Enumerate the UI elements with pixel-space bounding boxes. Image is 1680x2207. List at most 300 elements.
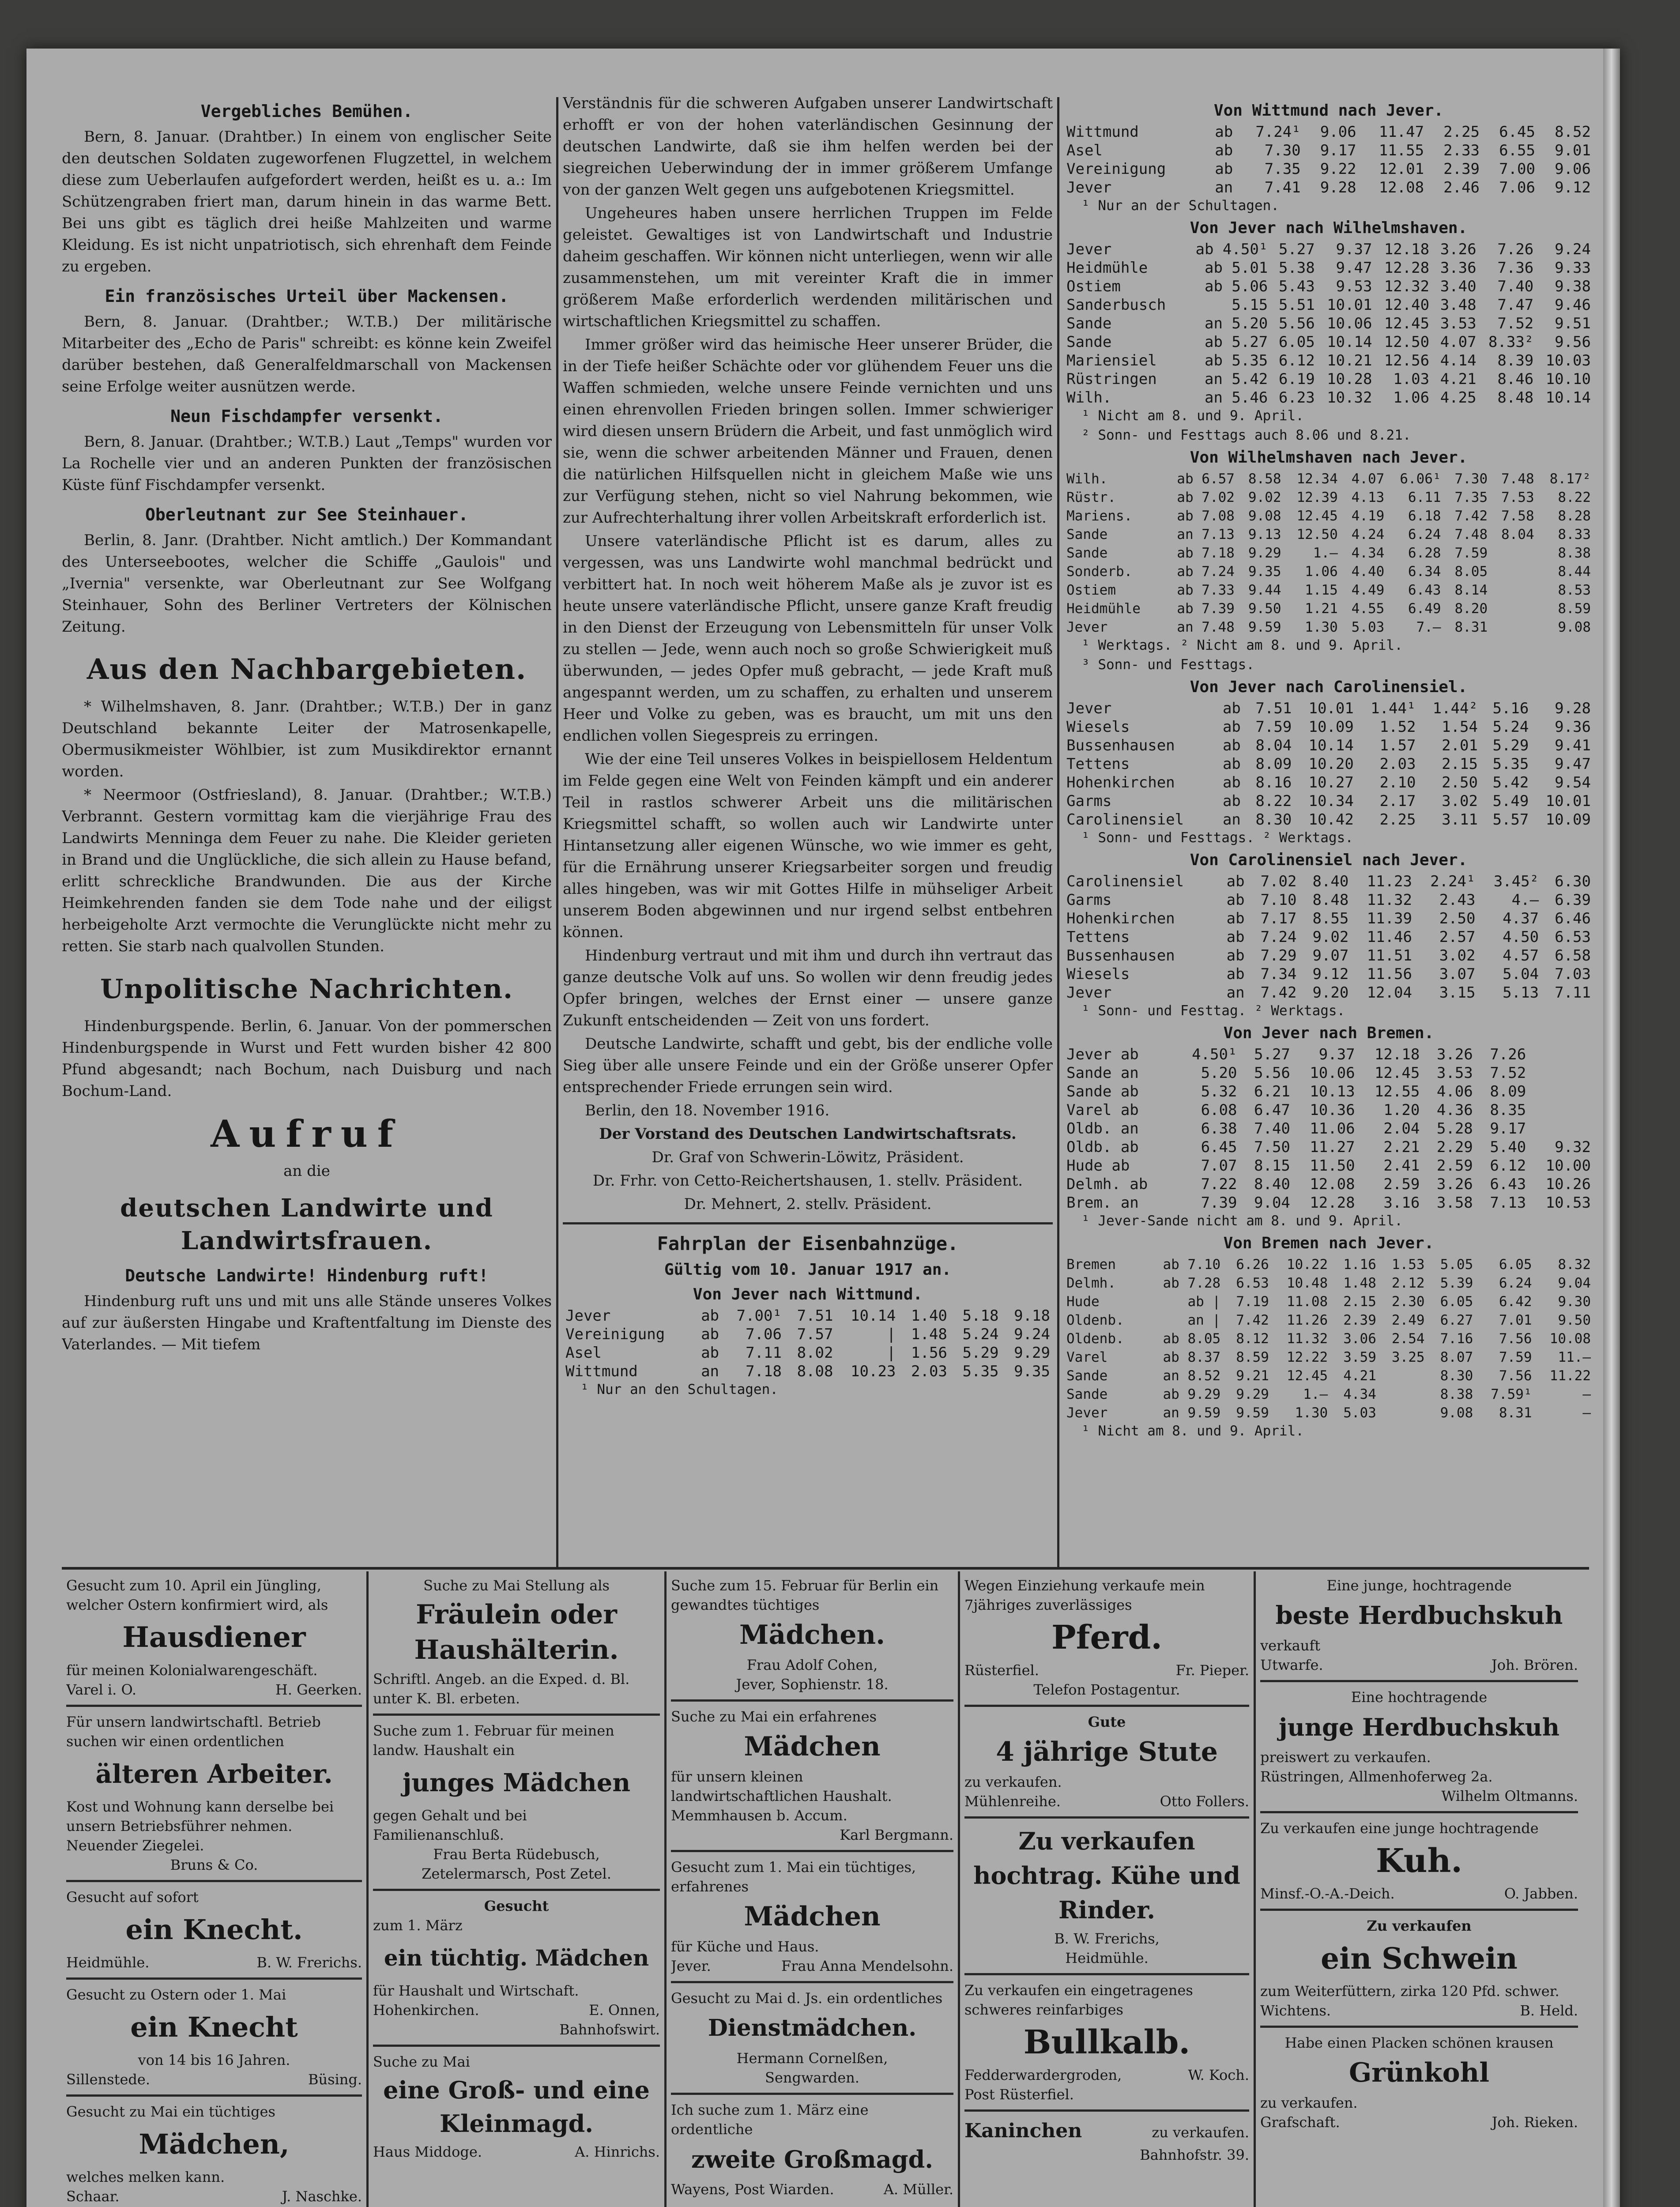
classified-ad [1260,2033,1578,2132]
departure-time: 9.21 [1236,1368,1269,1384]
station-name: Asel [1066,142,1103,159]
departure-time: 9.24 [1014,1326,1050,1343]
departure-time: an 8.52 [1163,1368,1221,1384]
timetable-row [1064,351,1593,370]
departure-time: an 7.48 [1177,619,1235,635]
departure-time [1490,581,1537,599]
ad-place: Grafschaft. [1260,2114,1340,2131]
departure-time: 8.55 [1312,910,1349,927]
classified-ad [1260,1916,1578,2020]
departure-time: 1.30 [1305,619,1338,635]
timetable-row [1064,1329,1593,1348]
ad-place: Heidmühle. [66,1954,150,1971]
timetable [563,1307,1053,1381]
departure-time: 9.13 [1248,527,1281,542]
departure-time: 9.12 [1555,179,1591,196]
ad-headline: beste Herdbuchskuh [1275,1601,1563,1630]
departure-time: 6.34 [1408,564,1441,580]
ad-headline: Mädchen [744,1901,881,1932]
station-name: Bussenhausen [1066,947,1175,964]
departure-time: 5.15 [1232,296,1268,314]
departure-time: 10.09 [1545,811,1591,829]
departure-time: 1.48 [911,1326,947,1343]
departure-time: 5.04 [1503,965,1539,983]
departure-time: 6.08 [1201,1101,1237,1119]
departure-time: 9.18 [1014,1307,1050,1325]
departure-time: ab [701,1344,719,1362]
departure-time: ab 7.10 [1163,1257,1221,1273]
departure-time: 2.25 [1443,123,1480,141]
departure-time: 11.46 [1367,928,1412,946]
departure-time: 7.35 [1264,160,1301,178]
departure-time: 5.42 [1492,774,1529,791]
route-title: Von Jever nach Wilhelmshaven. [1190,219,1468,237]
station-name: Wilh. [1066,471,1108,487]
departure-time: ab [1215,160,1233,178]
timetable-row [1064,160,1593,178]
timetable-row [1064,810,1593,829]
departure-time: 4.34 [1351,545,1385,561]
departure-time: 7.30 [1454,471,1488,487]
departure-time: 12.45 [1374,1064,1420,1082]
ad-headline: Hausdiener [122,1621,306,1654]
departure-time: 10.36 [1310,1101,1355,1119]
departure-time: 8.20 [1454,601,1488,617]
timetable-row [1064,488,1593,507]
departure-time: 7.06 [746,1326,782,1343]
station-name: Sanderbusch [1066,296,1166,314]
departure-time: 5.56 [1278,315,1315,332]
timetable-row [1064,1194,1593,1212]
departure-time: 9.35 [1248,564,1281,580]
ad-rule [664,1571,667,2207]
ad-signature: Karl Bergmann. [840,1827,953,1843]
station-name: Tettens [1066,928,1130,946]
departure-time: ab 7.39 [1177,601,1235,617]
departure-time: 8.33² [1488,333,1534,351]
departure-time: 11.55 [1379,142,1424,159]
departure-time: an [701,1363,719,1380]
ad-place: Minsf.-O.-A.-Deich. [1260,1885,1395,1902]
departure-time: 10.10 [1545,370,1591,388]
ad-text: Für unsern landwirtschaftl. Betrieb suchen wir einen ordentlichen [66,1714,321,1750]
article-text: Hindenburg vertraut und mit ihm und durch ihn vertraut das ganze deutsche Volk auf uns. So wollen wir denn freudig jedes Opfer bringen, welches der Ernst einer — unsere ganze Zukunft entscheidenden — Zeit von uns fordert. [563,947,1053,1029]
ad-signature: H. Geerken. [275,1681,362,1698]
departure-time: 7.22 [1201,1175,1237,1193]
departure-time: ab 5.01 [1204,259,1268,277]
departure-time: 3.45² [1493,873,1539,890]
departure-time: 7.47 [1497,296,1534,314]
timetable-row [1064,141,1593,160]
station-name: Sande [1066,1368,1108,1384]
departure-time: 5.03 [1343,1405,1376,1421]
departure-time: 2.21 [1383,1138,1420,1156]
date-line: Berlin, den 18. November 1916. [585,1102,830,1119]
classified-ad [373,1721,660,1883]
timetable [1064,470,1593,636]
departure-time: ab [1222,755,1241,773]
station-name: Brem. an [1066,1194,1139,1212]
timetable-row [1064,507,1593,525]
timetable-row [1064,736,1593,755]
departure-time: 4.— [1511,891,1539,909]
classified-ad [964,1824,1249,1968]
ad-headline: Dienstmädchen. [708,2015,917,2041]
section-title: Aus den Nachbargebieten. [87,653,527,686]
departure-time: 12.01 [1379,160,1424,178]
departure-time: 7.35 [1454,490,1488,505]
departure-time: ab [701,1326,719,1343]
column-rule [556,97,558,1567]
departure-time: 12.56 [1384,352,1430,369]
departure-time [1490,618,1537,636]
departure-time: an 5.42 [1204,370,1268,388]
departure-time: 6.21 [1254,1083,1290,1100]
departure-time: 11.47 [1379,123,1424,141]
ad-place: Mühlenreihe. [964,1793,1061,1810]
departure-time: 9.02 [1248,490,1281,505]
departure-time: 5.27 [1254,1046,1290,1063]
ad-separator [671,1850,953,1852]
ad-headline: junges Mädchen [402,1768,631,1797]
departure-time: 9.06 [1320,123,1356,141]
ad-separator [964,1816,1249,1819]
ad-text: für Haushalt und Wirtschaft. [373,1982,579,1999]
timetable-row [563,1344,1053,1362]
departure-time: 6.18 [1408,508,1441,524]
timetable-row [1064,1274,1593,1292]
ad-text: Zu verkaufen eine junge hochtragende [1260,1820,1539,1837]
timetable-row [1064,755,1593,773]
departure-time: 12.50 [1384,333,1430,351]
departure-time [1490,544,1537,562]
departure-time: 9.51 [1555,315,1591,332]
departure-time: ab [1222,700,1241,717]
departure-time [1379,1367,1428,1385]
departure-time: 8.40 [1254,1175,1290,1193]
station-name: Rüstringen [1066,370,1157,388]
departure-time: 9.06 [1555,160,1591,178]
departure-time: 9.12 [1312,965,1349,983]
ad-headline: Fräulein oder Haushälterin. [414,1599,619,1665]
departure-time: 11.23 [1367,873,1412,890]
station-name: Delmh. [1066,1275,1116,1291]
departure-time: an 5.46 [1204,389,1268,407]
timetable-row [1064,544,1593,562]
station-name: Jever [1066,1405,1108,1421]
ad-text: Gesucht zum 1. Mai ein tüchtiges, erfahrenes [671,1859,916,1895]
departure-time: ab [1226,910,1245,927]
classified-ad [66,2102,362,2206]
column-3 [1064,97,1593,1563]
footnote: ² Sonn- und Festtags auch 8.06 und 8.21. [1081,427,1411,443]
departure-time: 7.34 [1260,965,1297,983]
article-text: Immer größer wird das heimische Heer unserer Brüder, die in der Tiefe heißer Schächte oder vor glühendem Feuer uns die Waffen schmieden, welche unsere Feinde vernichten und uns einen ehrenvollen Frieden bringen sollen. Immer schwieriger wird diesen unsern Brüdern die Arbeit, und fast unmöglich wird sie, wenn die schwer arbeitenden Männer und Frauen, denen die natürlichen Hilfsquellen nicht in gleichem Maße wie uns zur Verfügung stehen, nicht so viel Nahrung bekommen, wie zur Aufrechterhaltung ihrer vollen Arbeitskraft erforderlich ist. [563,336,1053,527]
departure-time: 9.17 [1490,1120,1526,1137]
ad-headline: Mädchen, [139,2128,290,2160]
ad-separator [373,1714,660,1716]
departure-time: ab 4.50¹ [1195,241,1268,258]
timetable-row [1064,1175,1593,1194]
footnote: ¹ Werktags. ² Nicht am 8. und 9. April. [1081,637,1403,653]
departure-time: 1.15 [1305,582,1338,598]
ad-signature: E. Onnen, [589,2002,660,2019]
classified-ad [373,1576,660,1708]
timetable-row [1064,965,1593,983]
station-name: Tettens [1066,755,1130,773]
ad-headline: Grünkohl [1349,2057,1490,2088]
ad-text: welches melken kann. [66,2169,225,2185]
departure-time: 2.24¹ [1430,873,1476,890]
ad-rule [366,1571,369,2207]
departure-time: 2.03 [1379,755,1416,773]
timetable-row [1064,333,1593,351]
departure-time: 5.35 [962,1363,999,1380]
ad-text: Post Rüsterfiel. [964,2086,1074,2103]
station-name: Garms [1066,792,1112,810]
departure-time: 7.57 [797,1326,833,1343]
departure-time: 5.40 [1490,1138,1526,1156]
ad-separator [671,2093,953,2095]
footnote: ¹ Jever-Sande nicht am 8. und 9. April. [1081,1213,1403,1229]
departure-time: 8.53 [1558,582,1591,598]
departure-time: 7.51 [797,1307,833,1325]
footnote: ¹ Nur an den Schultagen. [580,1382,778,1397]
departure-time: 8.52 [1555,123,1591,141]
departure-time: 7.26 [1497,241,1534,258]
ad-signature: Wilhelm Oltmanns. [1441,1788,1578,1804]
timetable [1064,1045,1593,1212]
timetable-row [1064,296,1593,314]
departure-time: 9.56 [1555,333,1591,351]
ad-text: Gute [1088,1714,1126,1730]
departure-time: 9.04 [1558,1275,1591,1291]
timetable-row [1064,1045,1593,1064]
departure-time: 4.06 [1436,1083,1473,1100]
departure-time: 4.37 [1503,910,1539,927]
departure-time: 3.40 [1440,278,1477,295]
departure-time: 6.28 [1408,545,1441,561]
ad-headline: eine Groß- und eine Kleinmagd. [383,2076,650,2138]
departure-time: 6.05 [1499,1257,1532,1273]
ads-column-a [66,1576,362,2207]
ads-divider [62,1567,1589,1570]
departure-time: ab 5.06 [1204,278,1268,295]
departure-time: 10.23 [851,1363,896,1380]
headline: Oberleutnant zur See Steinhauer. [145,505,469,524]
departure-time: an [1215,179,1233,196]
departure-time: 6.43 [1408,582,1441,598]
departure-time: 9.07 [1312,947,1349,964]
timetable-row [1064,1255,1593,1274]
station-name: Oldb. ab [1066,1138,1139,1156]
departure-time: 8.44 [1558,564,1591,580]
station-name: Ostiem [1066,582,1116,598]
ad-text: preiswert zu verkaufen. [1260,1749,1431,1766]
departure-time: 3.36 [1440,259,1477,277]
departure-time: 12.40 [1384,296,1430,314]
ad-signature: Otto Follers. [1160,1793,1249,1810]
departure-time: 9.04 [1254,1194,1290,1212]
departure-time: 10.09 [1308,718,1354,736]
departure-time: 9.37 [1318,1046,1355,1063]
station-name: Oldb. an [1066,1120,1139,1137]
ad-signature: Joh. Rieken. [1492,2114,1578,2131]
departure-time: 7.39 [1201,1194,1237,1212]
departure-time: 6.38 [1201,1120,1237,1137]
timetable-row [1064,470,1593,488]
ad-signature: A. Müller. [883,2181,953,2198]
ad-text: für Küche und Haus. [671,1938,819,1955]
timetable-row [1064,259,1593,277]
ad-signature: B. W. Frerichs, [1054,1930,1160,1947]
departure-time: 2.41 [1383,1157,1420,1175]
timetable-row [1064,983,1593,1002]
departure-time: 3.59 [1343,1349,1376,1365]
ad-headline: Bullkalb. [1023,2023,1190,2061]
timetable-row [1064,891,1593,909]
departure-time: 11.27 [1310,1138,1355,1156]
departure-time: 10.26 [1545,1175,1591,1193]
departure-time: 9.50 [1558,1312,1591,1328]
departure-time: 1.48 [1343,1275,1376,1291]
departure-time: 8.31 [1454,619,1488,635]
timetable-row [563,1362,1053,1381]
departure-time: 9.35 [1014,1363,1050,1380]
article-text: * Neermoor (Ostfriesland), 8. Januar. (Drahtber.; W.T.B.) Verbrannt. Gestern vormittag kam die vierjährige Frau des Landwirts Menninga dem Feuer zu nahe. Die Kleider gerieten in Brand und die Unglückliche, die sich allein zu Hause befand, erlitt schreckliche Brandwunden. Die aus der Kirche Heimkehrenden fanden sie dem Tode nahe und der eiligst herbeigeholte Arzt vermochte die Verunglückte nicht mehr zu retten. Sie starb nach qualvollen Stunden. [62,786,552,955]
departure-time: 8.38 [1558,545,1591,561]
ad-separator [66,1880,362,1882]
departure-time: 2.54 [1391,1331,1425,1347]
timetable-row [1064,1367,1593,1385]
departure-time: 2.46 [1443,179,1480,196]
ad-text: Bahnhofswirt. [559,2021,660,2038]
departure-time: 5.28 [1436,1120,1473,1137]
timetable-row [1064,240,1593,259]
departure-time: 8.46 [1497,370,1534,388]
departure-time: 7.59 [1255,718,1292,736]
column-1 [62,93,552,1549]
departure-time: 6.05 [1278,333,1315,351]
ad-text: Ich suche zum 1. März eine ordentliche [671,2102,869,2138]
departure-time: an 9.59 [1163,1405,1221,1421]
station-name: Bremen [1066,1257,1116,1273]
departure-time: 8.17² [1549,471,1591,487]
departure-time: ab [1222,774,1241,791]
ad-headline: Zu verkaufen hochtrag. Kühe und Rinder. [973,1827,1240,1924]
ad-headline: ein tüchtig. Mädchen [384,1945,649,1971]
departure-time: 11.32 [1286,1331,1328,1347]
appeal-subtitle: an die [283,1162,330,1180]
departure-time: 7.24 [1260,928,1297,946]
classified-ad [671,1576,953,1694]
departure-time: 6.24 [1408,527,1441,542]
departure-time: 6.49 [1408,601,1441,617]
ad-signature: Joh. Brören. [1491,1657,1578,1673]
departure-time: 9.47 [1555,755,1591,773]
departure-time: 7.52 [1490,1064,1526,1082]
departure-time: ab [1226,928,1245,946]
departure-time: 1.44² [1432,700,1478,717]
ad-text: zu verkaufen. [1152,2124,1249,2141]
departure-time: 12.45 [1384,315,1430,332]
departure-time: 8.02 [797,1344,833,1362]
departure-time: 8.59 [1558,601,1591,617]
departure-time: 7.36 [1497,259,1534,277]
departure-time: 8.07 [1440,1349,1473,1365]
departure-time: 11.32 [1367,891,1412,909]
ad-text: zum Weiterfüttern, zirka 120 Pfd. schwer. [1260,1983,1559,2000]
classified-ad [964,1712,1249,1811]
newspaper-page [26,49,1620,2207]
departure-time: 10.14 [1327,333,1372,351]
ad-text: Zu verkaufen ein eingetragenes schweres reinfarbiges [964,1982,1193,2018]
departure-time: 5.35 [1492,755,1529,773]
departure-time: 7.13 [1490,1194,1526,1212]
ad-headline: 4 jährige Stute [996,1736,1218,1767]
timetable-row [563,1325,1053,1344]
ad-text: verkauft [1260,1637,1321,1654]
article-text: Wie der eine Teil unseres Volkes in beispiellosem Heldentum im Felde gegen eine Welt von Feinden kämpft und ein anderer Teil in rastlos schwerer Arbeit uns die militärischen Kriegsmittel schafft, so wollen auch wir Landwirte unter Hintansetzung aller eigenen Wünsche, wo wie immer es geht, für die Ernährung unserer Kriegsarbeiter sorgen und freudig alles hingeben, was wir mit Gottes Hilfe in mühseliger Arbeit unserem Boden abgewinnen und nur irgend selbst entbehren können. [563,750,1053,941]
ad-place: Jever. [671,1958,711,1974]
departure-time: 7.48 [1454,527,1488,542]
departure-time: 4.50 [1503,928,1539,946]
departure-time: 2.50 [1439,910,1476,927]
departure-time: 8.05 [1454,564,1488,580]
ad-text: Habe einen Placken schönen krausen [1284,2034,1554,2051]
departure-time: 9.17 [1320,142,1356,159]
station-name: Wittmund [565,1363,638,1380]
departure-time: an | [1187,1312,1221,1328]
ad-separator [66,2094,362,2097]
departure-time: 7.18 [746,1363,782,1380]
departure-time: 7.59¹ [1491,1386,1532,1402]
departure-time: 8.38 [1440,1386,1473,1402]
departure-time: ab 8.05 [1163,1331,1221,1347]
route-title: Von Wittmund nach Jever. [1213,102,1444,120]
timetable-row [1064,1156,1593,1175]
ad-text: zum 1. März [373,1917,463,1934]
departure-time: 12.55 [1374,1083,1420,1100]
station-name: Hude ab [1066,1157,1130,1175]
footnote: ¹ Nicht am 8. und 9. April. [1081,1423,1304,1439]
departure-time: 12.28 [1384,259,1430,277]
departure-time: 8.30 [1440,1368,1473,1384]
departure-time: 2.59 [1436,1157,1473,1175]
departure-time: ab [1215,142,1233,159]
route-title: Von Bremen nach Jever. [1223,1234,1434,1252]
station-name: Garms [1066,891,1112,909]
signature: Dr. Graf von Schwerin-Löwitz, Präsident. [652,1149,964,1166]
ad-place: Heidmühle. [1065,1950,1149,1966]
departure-time: 4.07 [1351,471,1385,487]
departure-time: 12.45 [1296,508,1338,524]
departure-time: 2.29 [1436,1138,1473,1156]
footnote: ¹ Nur an der Schultagen. [1081,198,1279,214]
station-name: Wilh. [1066,389,1112,407]
ad-place: Sillenstede. [66,2071,150,2088]
departure-time: 1.— [1303,1386,1328,1402]
column-2 [563,93,1053,1558]
station-name: Carolinensiel [1066,811,1184,829]
departure-time: 9.33 [1555,259,1591,277]
departure-time: 7.50 [1254,1138,1290,1156]
departure-time: 10.32 [1327,389,1372,407]
signature: Dr. Frhr. von Cetto-Reichertshausen, 1. stellv. Präsident. [592,1172,1023,1190]
classified-ad [964,1981,1249,2104]
departure-time: 5.18 [962,1307,999,1325]
timetable-row [1064,718,1593,736]
